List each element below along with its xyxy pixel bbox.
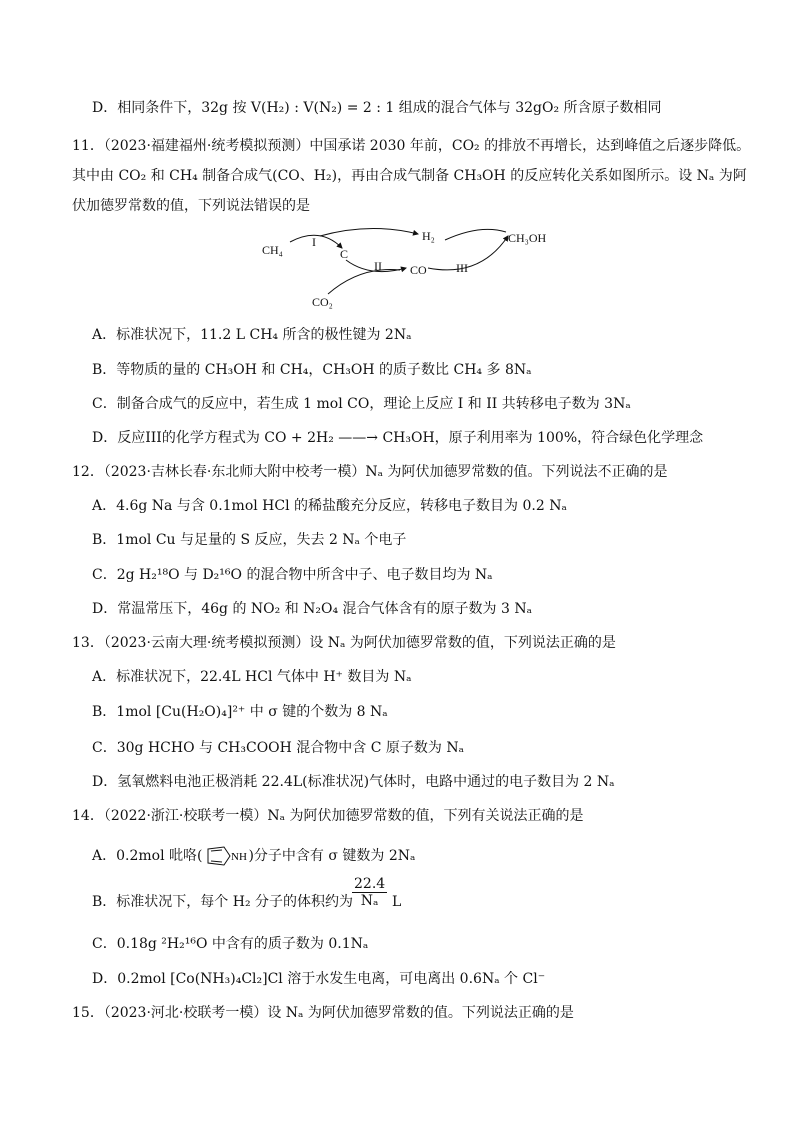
svg-text:NH: NH [231,851,248,863]
diagram-ch4: CH₄ [262,243,283,257]
q11-option-c: C．制备合成气的反应中，若生成 1 mol CO，理论上反应 I 和 II 共转移电子数为 3Nₐ [92,396,631,412]
arrow-co2-co [328,270,400,295]
arrow-ch4-c [290,235,342,248]
q11-stem-2: 其中由 CO₂ 和 CH₄ 制备合成气(CO、H₂)，再由合成气制备 CH₃OH 的反应转化关系如图所示。设 Nₐ 为阿 [72,168,747,184]
q13-option-d: D．氢氧燃料电池正极消耗 22.4L(标准状况)气体时，电路中通过的电子数目为 2 Nₐ [92,774,615,790]
diagram-r3: III [456,261,468,275]
diagram-r1: I [312,235,316,249]
q15-stem: 15．（2023·河北·校联考一模）设 Nₐ 为阿伏加德罗常数的值。下列说法正确的是 [72,1005,574,1021]
q14-option-a [0,845,800,867]
fraction-numerator: 22.4 [354,876,386,892]
diagram-c: C [340,247,349,261]
q12-option-b: B．1mol Cu 与足量的 S 反应，失去 2 Nₐ 个电子 [92,532,407,548]
reaction-diagram [250,218,570,318]
diagram-ch3oh: CH₃OH [508,231,547,245]
q12-stem: 12．（2023·吉林长春·东北师大附中校考一模）Nₐ 为阿伏加德罗常数的值。下列说法不正确的是 [72,464,668,480]
q11-option-d: D．反应III的化学方程式为 CO + 2H₂ ——→ CH₃OH，原子利用率为 100%，符合绿色化学理念 [92,430,704,446]
diagram-h2: H₂ [422,229,435,243]
q10-option-d: D．相同条件下，32g 按 V(H₂) : V(N₂) = 2 : 1 组成的混合气体与 32gO₂ 所含原子数相同 [92,100,662,116]
q12-option-d: D．常温常压下，46g 的 NO₂ 和 N₂O₄ 混合气体含有的原子数为 3 Nₐ [92,601,533,617]
molar-volume-fraction [352,876,387,909]
q14b-pre: B．标准状况下，每个 H₂ 分子的体积约为 [92,894,354,910]
q11-option-a: A．标准状况下，11.2 L CH₄ 所含的极性键为 2Nₐ [92,327,412,343]
q13-option-c: C．30g HCHO 与 CH₃COOH 混合物中含 C 原子数为 Nₐ [92,740,465,756]
q14-stem: 14．（2022·浙江·校联考一模）Nₐ 为阿伏加德罗常数的值，下列有关说法正确的是 [72,808,584,824]
q11-stem: 11．（2023·福建福州·统考模拟预测）中国承诺 2030 年前，CO₂ 的排放不再增长，达到峰值之后逐步降低。 [72,138,751,154]
q13-option-a: A．标准状况下，22.4L HCl 气体中 H⁺ 数目为 Nₐ [92,669,412,685]
q14-option-c: C．0.18g ²H₂¹⁶O 中含有的质子数为 0.1Nₐ [92,936,369,952]
q14-option-d: D．0.2mol [Co(NH₃)₄Cl₂]Cl 溶于水发生电离，可电离出 0.6Nₐ 个 Cl⁻ [92,971,546,987]
diagram-co2: CO₂ [312,295,333,309]
q13-option-b: B．1mol [Cu(H₂O)₄]²⁺ 中 σ 键的个数为 8 Nₐ [92,704,388,720]
fraction-unit: L [392,894,402,910]
diagram-r2: II [374,259,382,273]
fraction-denominator: Nₐ [360,893,379,909]
q14a-pre: A．0.2mol 吡咯( [92,848,203,864]
q11-option-b: B．等物质的量的 CH₃OH 和 CH₄，CH₃OH 的质子数比 CH₄ 多 8Nₐ [92,362,532,378]
arrow-h2-ch3oh [445,229,506,240]
q14a-post: )分子中含有 σ 键数为 2Nₐ [248,848,416,864]
q13-stem: 13．（2023·云南大理·统考模拟预测）设 Nₐ 为阿伏加德罗常数的值，下列说法正确的是 [72,635,616,651]
arrow-to-h2 [320,228,418,236]
q11-stem-3: 伏加德罗常数的值，下列说法错误的是 [72,198,310,214]
q12-option-c: C．2g H₂¹⁸O 与 D₂¹⁶O 的混合物中所含中子、电子数目均为 Nₐ [92,567,493,583]
q12-option-a: A．4.6g Na 与含 0.1mol HCl 的稀盐酸充分反应，转移电子数目为 0.2 Nₐ [92,498,567,514]
pyrrole-structure-icon [202,845,248,867]
arrow-co-ch3oh [428,236,508,270]
diagram-co: CO [410,263,427,277]
